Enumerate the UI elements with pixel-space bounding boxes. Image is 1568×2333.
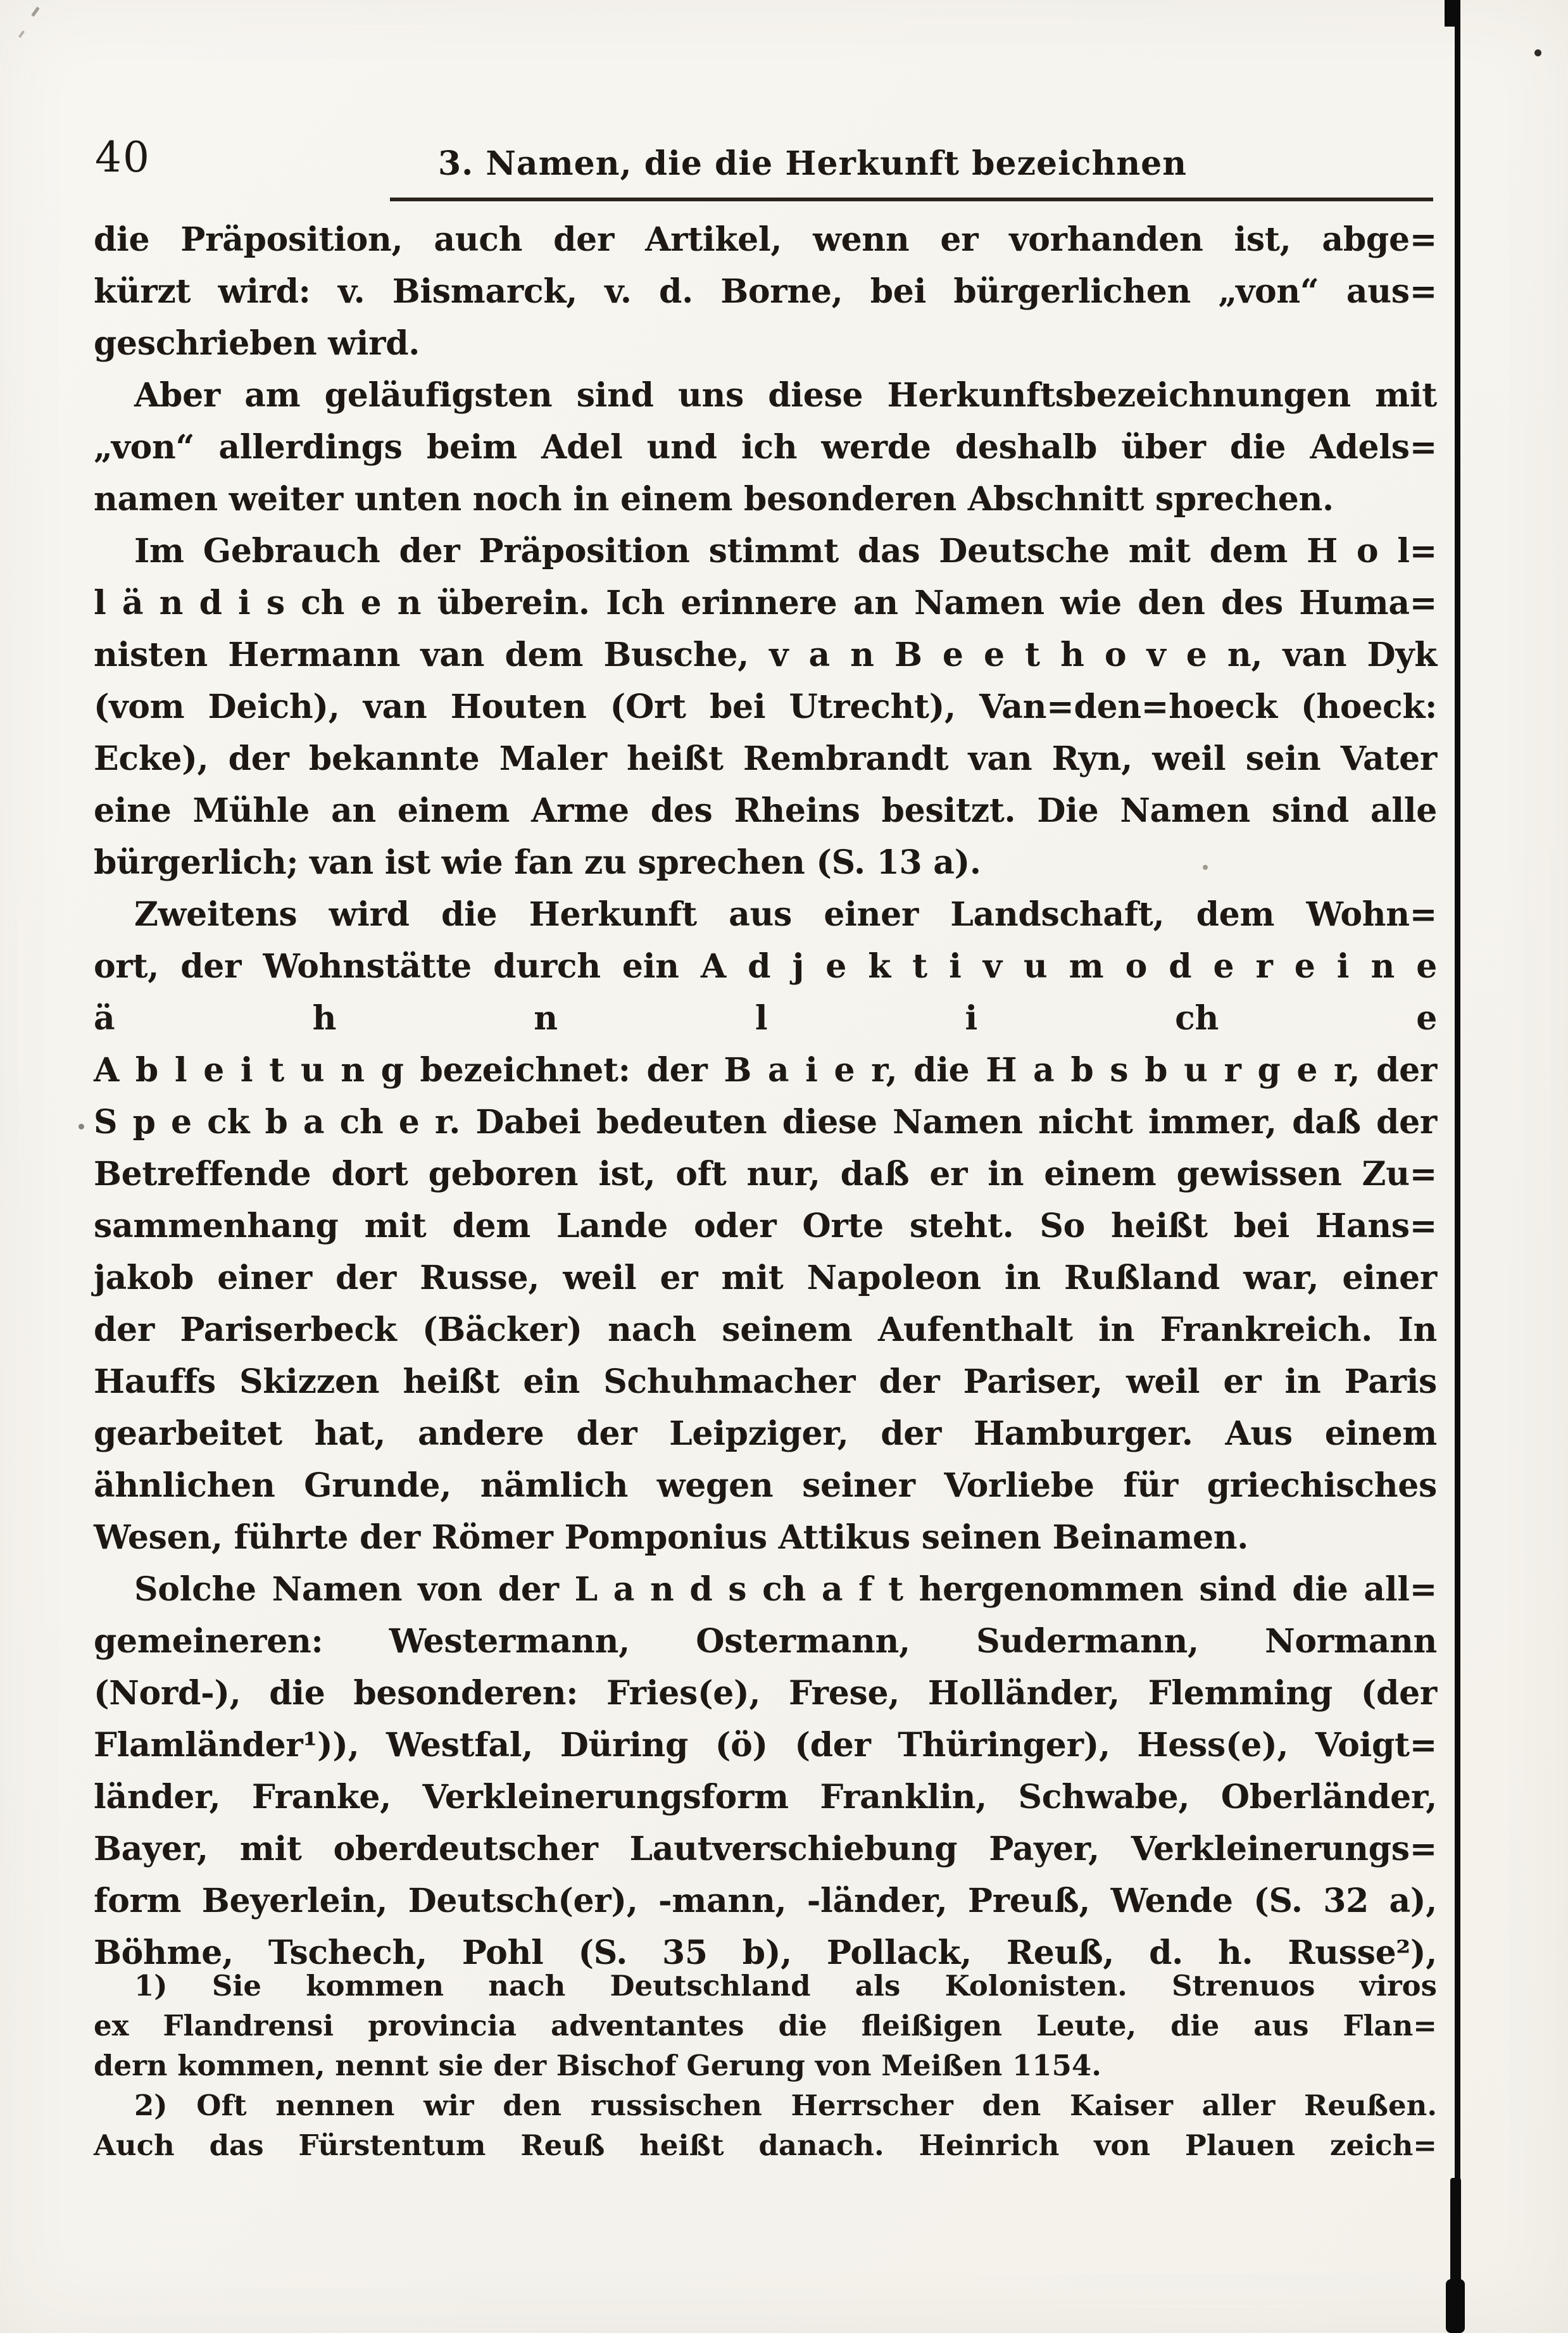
footnote-1 — [94, 1966, 1437, 2085]
text-line: Hauffs Skizzen heißt ein Schuhmacher der Pariser, weil er in Paris — [94, 1362, 1437, 1401]
page-number: 40 — [95, 133, 151, 182]
footnote-line: dern kommen, nennt sie der Bischof Gerung von Meißen 1154. — [94, 2049, 1101, 2082]
text-line: Wesen, führte der Römer Pomponius Attikus seinen Beinamen. — [94, 1518, 1249, 1557]
text-line: A b l e i t u n g bezeichnet: der B a i e r, die H a b s b u r g e r, der — [94, 1051, 1437, 1090]
text-line: Betreffende dort geboren ist, oft nur, daß er in einem gewissen Zu= — [94, 1155, 1437, 1193]
paragraph-1 — [94, 214, 1437, 370]
paragraph-3 — [94, 525, 1437, 889]
text-line: Bayer, mit oberdeutscher Lautverschiebung Payer, Verkleinerungs= — [94, 1830, 1437, 1868]
text-line: Ecke), der bekannte Maler heißt Rembrandt van Ryn, weil sein Vater — [94, 739, 1437, 778]
scan-speck — [31, 7, 39, 17]
paragraph-2 — [94, 370, 1437, 525]
footnotes — [94, 1966, 1437, 2165]
scan-speck — [1203, 865, 1208, 870]
scan-ink-blob — [1446, 2279, 1465, 2333]
running-header: 3. Namen, die die Herkunft bezeichnen — [438, 144, 1188, 183]
scan-ink-tick — [1445, 0, 1460, 27]
text-line: nisten Hermann van dem Busche, v a n B e e t h o v e n, van Dyk — [94, 636, 1437, 674]
text-line: Zweitens wird die Herkunft aus einer Landschaft, dem Wohn= — [134, 895, 1437, 934]
text-line: Böhme, Tschech, Pohl (S. 35 b), Pollack, Reuß, d. h. Russe²), — [94, 1934, 1437, 1972]
text-line: der Pariserbeck (Bäcker) nach seinem Aufenthalt in Frankreich. In — [94, 1311, 1437, 1349]
scan-speck — [78, 1124, 84, 1129]
text-line: sammenhang mit dem Lande oder Orte steht. So heißt bei Hans= — [94, 1207, 1437, 1245]
text-line: „von“ allerdings beim Adel und ich werde deshalb über die Adels= — [94, 428, 1437, 467]
text-line: namen weiter unten noch in einem besonderen Abschnitt sprechen. — [94, 480, 1334, 519]
text-line: Solche Namen von der L a n d s ch a f t hergenommen sind die all= — [134, 1570, 1437, 1609]
paragraph-5 — [94, 1564, 1437, 1979]
scan-speck — [18, 30, 25, 38]
text-line: kürzt wird: v. Bismarck, v. d. Borne, bei bürgerlichen „von“ aus= — [94, 272, 1437, 311]
text-line: l ä n d i s ch e n überein. Ich erinnere an Namen wie den des Huma= — [94, 584, 1437, 622]
text-line: geschrieben wird. — [94, 324, 420, 363]
scan-binding-line — [1455, 0, 1460, 2333]
text-line: jakob einer der Russe, weil er mit Napoleon in Rußland war, einer — [94, 1259, 1437, 1297]
footnote-line: ex Flandrensi provincia adventantes die fleißigen Leute, die aus Flan= — [94, 2009, 1437, 2042]
body-text — [94, 214, 1437, 1979]
footnote-line: 2) Oft nennen wir den russischen Herrscher den Kaiser aller Reußen. — [134, 2089, 1437, 2122]
text-line: Flamländer¹)), Westfal, Düring (ö) (der Thüringer), Hess(e), Voigt= — [94, 1726, 1437, 1764]
text-line: gemeineren: Westermann, Ostermann, Sudermann, Normann — [94, 1622, 1437, 1661]
text-line: eine Mühle an einem Arme des Rheins besitzt. Die Namen sind alle — [94, 791, 1437, 830]
text-line: bürgerlich; van ist wie fan zu sprechen (S. 13 a). — [94, 843, 981, 882]
footnote-line: Auch das Fürstentum Reuß heißt danach. Heinrich von Plauen zeich= — [94, 2129, 1437, 2162]
text-line: (vom Deich), van Houten (Ort bei Utrecht), Van=den=hoeck (hoeck: — [94, 688, 1437, 726]
footnote-2 — [94, 2085, 1437, 2165]
text-line: Im Gebrauch der Präposition stimmt das Deutsche mit dem H o l= — [134, 532, 1437, 570]
text-line: länder, Franke, Verkleinerungsform Franklin, Schwabe, Oberländer, — [94, 1778, 1437, 1816]
text-line: form Beyerlein, Deutsch(er), -mann, -länder, Preuß, Wende (S. 32 a), — [94, 1882, 1437, 1920]
text-line: Aber am geläufigsten sind uns diese Herkunftsbezeichnungen mit — [134, 376, 1437, 415]
text-line: ort, der Wohnstätte durch ein A d j e k t i v u m o d e r e i n e ä h n l i ch e — [94, 947, 1437, 1038]
text-line: S p e ck b a ch e r. Dabei bedeuten diese Namen nicht immer, daß der — [94, 1103, 1437, 1141]
paragraph-4 — [94, 889, 1437, 1564]
text-line: gearbeitet hat, andere der Leipziger, der Hamburger. Aus einem — [94, 1414, 1437, 1453]
ink-dot — [1534, 49, 1541, 56]
text-line: ähnlichen Grunde, nämlich wegen seiner Vorliebe für griechisches — [94, 1466, 1437, 1505]
text-line: die Präposition, auch der Artikel, wenn er vorhanden ist, abge= — [94, 220, 1437, 259]
header-rule — [390, 198, 1433, 201]
text-line: (Nord-), die besonderen: Fries(e), Frese, Holländer, Flemming (der — [94, 1674, 1437, 1713]
footnote-line: 1) Sie kommen nach Deutschland als Kolonisten. Strenuos viros — [134, 1969, 1437, 2003]
